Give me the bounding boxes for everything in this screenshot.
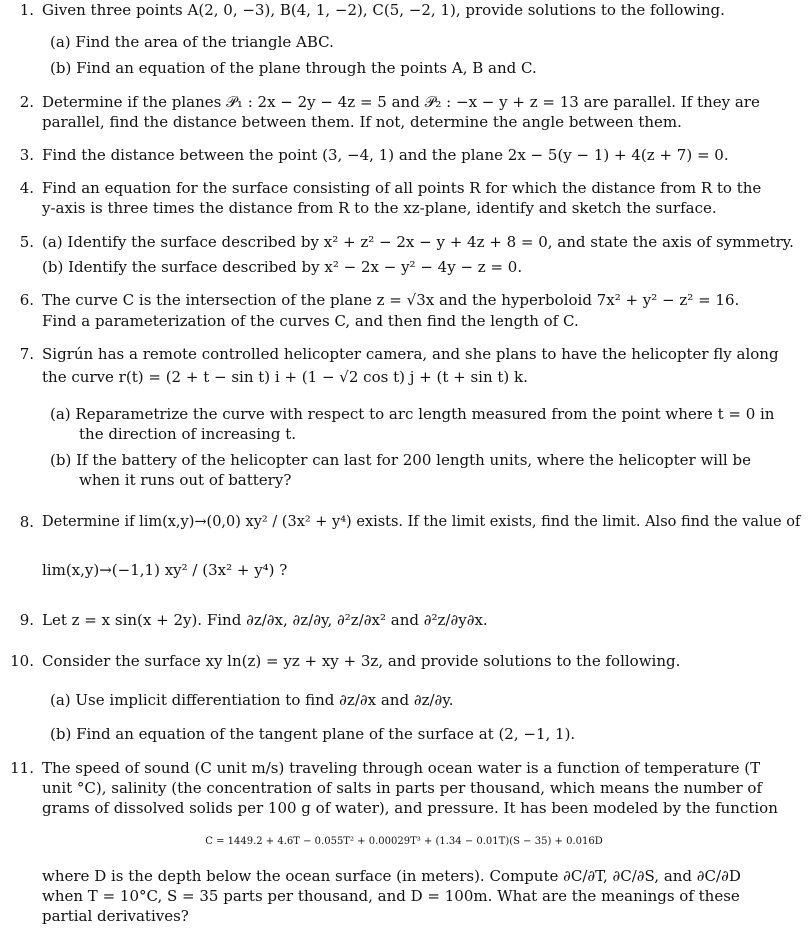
problem-part: (a) Use implicit differentiation to find ∂z/∂x and ∂z/∂y. — [50, 691, 454, 709]
problem-part-cont: the direction of increasing t. — [79, 425, 296, 443]
problem-text: Determine if the planes 𝒫₁ : 2x − 2y − 4z = 5 and 𝒫₂ : −x − y + z = 13 are parallel. If they are — [42, 93, 760, 111]
problem-text: Find an equation for the surface consisting of all points R for which the distance from R to the — [42, 179, 762, 197]
problem-text: The speed of sound (C unit m/s) traveling through ocean water is a function of temperature (T — [42, 759, 761, 777]
problem-number: 4. — [19, 179, 34, 197]
problem-part: (a) Identify the surface described by x² + z² − 2x − y + 4z + 8 = 0, and state the axis of symmetry. — [42, 233, 794, 251]
problem-number: 5. — [19, 233, 34, 251]
problem-number: 3. — [19, 146, 34, 164]
problem-part-cont: when it runs out of battery? — [79, 471, 292, 489]
problem-number: 8. — [19, 513, 34, 531]
problem-text: Find the distance between the point (3, −4, 1) and the plane 2x − 5(y − 1) + 4(z + 7) = 0. — [42, 146, 729, 164]
problem-text: lim(x,y)→(−1,1) xy² / (3x² + y⁴) ? — [42, 561, 288, 579]
problem-part: (b) Find an equation of the plane through the points A, B and C. — [50, 59, 537, 77]
problem-text: the curve r(t) = (2 + t − sin t) i + (1 − √2 cos t) j + (t + sin t) k. — [42, 368, 528, 386]
problem-text: unit °C), salinity (the concentration of salts in parts per thousand, which means the number of — [42, 779, 763, 797]
problem-text: partial derivatives? — [42, 907, 189, 925]
problem-text: The curve C is the intersection of the plane z = √3x and the hyperboloid 7x² + y² − z² = 16. — [42, 291, 740, 309]
problem-text: Let z = x sin(x + 2y). Find ∂z/∂x, ∂z/∂y, ∂²z/∂x² and ∂²z/∂y∂x. — [42, 611, 488, 629]
problem-text: Given three points A(2, 0, −3), B(4, 1, −2), C(5, −2, 1), provide solutions to the following. — [42, 1, 725, 19]
problem-number: 9. — [19, 611, 34, 629]
problem-number: 6. — [19, 291, 34, 309]
problem-text: grams of dissolved solids per 100 g of water), and pressure. It has been modeled by the function — [42, 799, 778, 817]
problem-part: (b) If the battery of the helicopter can last for 200 length units, where the helicopter will be — [50, 451, 751, 469]
problem-part: (a) Find the area of the triangle ABC. — [50, 33, 334, 51]
problem-number: 7. — [19, 345, 34, 363]
problem-text: y-axis is three times the distance from R to the xz-plane, identify and sketch the surface. — [42, 199, 717, 217]
problem-text: where D is the depth below the ocean surface (in meters). Compute ∂C/∂T, ∂C/∂S, and ∂C/∂D — [42, 867, 741, 885]
problem-text: Find a parameterization of the curves C, and then find the length of C. — [42, 312, 579, 330]
problem-text: parallel, find the distance between them. If not, determine the angle between them. — [42, 113, 682, 131]
problem-text: when T = 10°C, S = 35 parts per thousand, and D = 100m. What are the meanings of these — [42, 887, 740, 905]
problem-number: 1. — [19, 1, 34, 19]
problem-part: (a) Reparametrize the curve with respect to arc length measured from the point where t = 0 in — [50, 405, 775, 423]
problem-number: 10. — [10, 652, 34, 670]
formula: C = 1449.2 + 4.6T − 0.055T² + 0.00029T³ + (1.34 − 0.01T)(S − 35) + 0.016D — [205, 836, 603, 847]
problem-number: 2. — [19, 93, 34, 111]
problem-part: (b) Identify the surface described by x² − 2x − y² − 4y − z = 0. — [42, 258, 523, 276]
problem-text: Sigrún has a remote controlled helicopter camera, and she plans to have the helicopter fly along — [42, 345, 779, 363]
problem-text: Determine if lim(x,y)→(0,0) xy² / (3x² + y⁴) exists. If the limit exists, find the limit. Also find the value of — [42, 514, 801, 530]
problem-number: 11. — [10, 759, 34, 777]
problem-part: (b) Find an equation of the tangent plane of the surface at (2, −1, 1). — [50, 725, 576, 743]
problem-text: Consider the surface xy ln(z) = yz + xy + 3z, and provide solutions to the following. — [42, 652, 681, 670]
